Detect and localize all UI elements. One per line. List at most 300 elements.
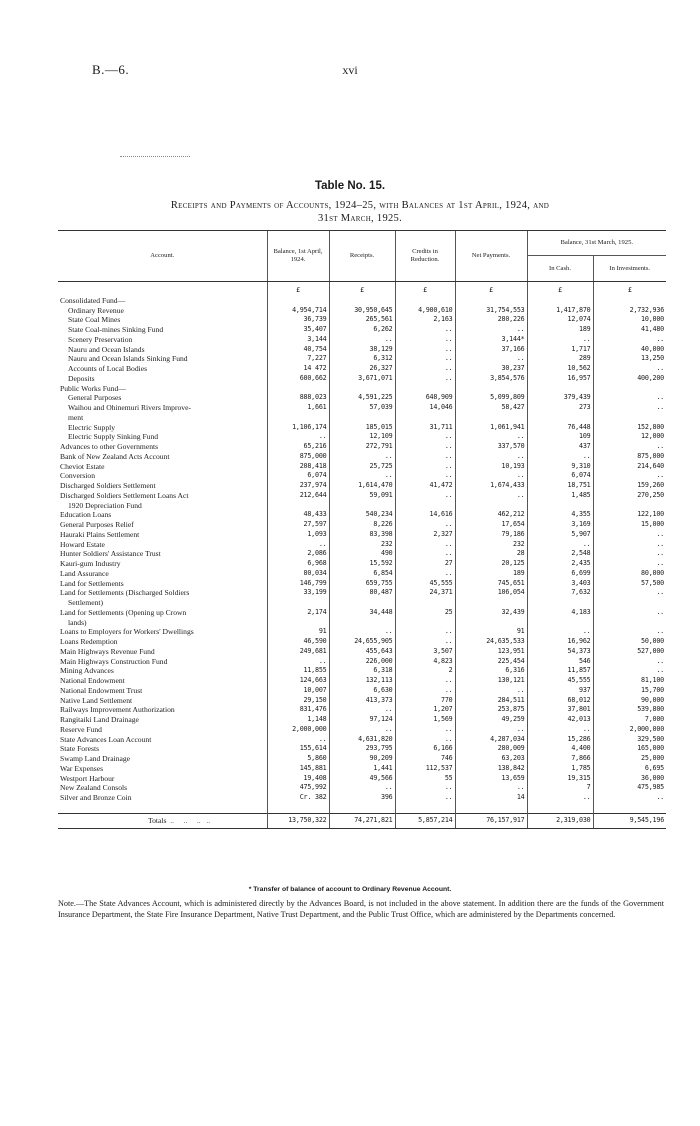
table-row: [58, 510, 666, 520]
unit-symbol: £: [395, 282, 455, 296]
cell-credits: 27: [395, 559, 455, 569]
cell-in-cash: 7,632: [527, 588, 593, 598]
totals-balance-april: 13,750,322: [267, 813, 329, 828]
cell-credits: 112,537: [395, 764, 455, 774]
table-row: [58, 491, 666, 501]
cell-credits: ..: [395, 491, 455, 501]
table-row: [58, 335, 666, 345]
cell-net-payments: [455, 296, 527, 306]
cell-balance-april: 155,614: [267, 744, 329, 754]
account-name: Conversion: [60, 471, 96, 481]
cell-net-payments: 138,842: [455, 764, 527, 774]
account-name: Deposits: [68, 373, 95, 383]
account-name: Accounts of Local Bodies: [68, 364, 148, 373]
account-name: Nauru and Ocean Islands Sinking Fund: [68, 354, 188, 364]
cell-balance-april: 146,799: [267, 579, 329, 589]
cell-in-investments: 15,000: [593, 520, 666, 530]
cell-net-payments: [455, 384, 527, 394]
account-name: General Purposes: [68, 393, 122, 403]
totals-in-investments: 9,545,196: [593, 813, 666, 828]
cell-receipts: 232: [329, 540, 395, 550]
cell-in-cash: 19,315: [527, 774, 593, 784]
table-row: [58, 764, 666, 774]
cell-in-investments: 81,100: [593, 676, 666, 686]
cell-in-cash: 3,403: [527, 579, 593, 589]
cell-credits: ..: [395, 325, 455, 335]
cell-in-investments: 80,000: [593, 569, 666, 579]
table-row: [58, 744, 666, 754]
cell-balance-april: 888,023: [267, 393, 329, 403]
account-name: Main Highways Construction Fund: [60, 656, 168, 666]
cell-in-cash: [527, 598, 593, 608]
totals-credits: 5,857,214: [395, 813, 455, 828]
cell-credits: 41,472: [395, 481, 455, 491]
cell-net-payments: 130,121: [455, 676, 527, 686]
table-row: [58, 296, 666, 306]
cell-in-investments: 25,000: [593, 754, 666, 764]
cell-credits: 2: [395, 666, 455, 676]
cell-in-investments: ..: [593, 627, 666, 637]
cell-in-investments: 12,000: [593, 432, 666, 442]
cell-receipts: 24,655,905: [329, 637, 395, 647]
cell-in-investments: 40,000: [593, 345, 666, 355]
table-row: [58, 520, 666, 530]
cell-in-cash: ..: [527, 627, 593, 637]
cell-receipts: 8,226: [329, 520, 395, 530]
cell-receipts: 26,327: [329, 364, 395, 374]
cell-net-payments: 17,654: [455, 520, 527, 530]
cell-balance-april: 46,590: [267, 637, 329, 647]
cell-credits: ..: [395, 374, 455, 384]
cell-balance-april: [267, 501, 329, 511]
cell-balance-april: 2,086: [267, 549, 329, 559]
cell-receipts: 4,591,225: [329, 393, 395, 403]
cell-balance-april: 27,597: [267, 520, 329, 530]
account-name: Howard Estate: [60, 539, 105, 549]
cell-in-cash: 11,857: [527, 666, 593, 676]
table-row: [58, 657, 666, 667]
unit-symbol: £: [455, 282, 527, 296]
table-row: [58, 783, 666, 793]
account-name: Land for Settlements (Discharged Soldiers: [60, 588, 190, 598]
cell-credits: ..: [395, 520, 455, 530]
cell-credits: ..: [395, 735, 455, 745]
table-row: [58, 598, 666, 608]
cell-balance-april: 831,476: [267, 705, 329, 715]
cell-balance-april: 249,681: [267, 647, 329, 657]
cell-net-payments: 32,439: [455, 608, 527, 618]
account-name: 1920 Depreciation Fund: [68, 500, 142, 510]
cell-in-investments: 41,480: [593, 325, 666, 335]
cell-net-payments: 1,674,433: [455, 481, 527, 491]
cell-in-cash: 2,548: [527, 549, 593, 559]
cell-credits: ..: [395, 471, 455, 481]
cell-net-payments: 232: [455, 540, 527, 550]
account-name: Railways Improvement Authorization: [60, 705, 175, 715]
cell-balance-april: ..: [267, 432, 329, 442]
cell-credits: [395, 618, 455, 628]
cell-receipts: [329, 598, 395, 608]
cell-net-payments: ..: [455, 452, 527, 462]
cell-net-payments: 79,186: [455, 530, 527, 540]
cell-credits: ..: [395, 793, 455, 803]
cell-in-cash: 10,562: [527, 364, 593, 374]
table-row: [58, 676, 666, 686]
cell-in-cash: 1,785: [527, 764, 593, 774]
cell-balance-april: 2,000,000: [267, 725, 329, 735]
header-credits: Credits in Reduction.: [395, 231, 455, 282]
cell-balance-april: 5,860: [267, 754, 329, 764]
cell-balance-april: 40,754: [267, 345, 329, 355]
cell-in-investments: [593, 296, 666, 306]
header-divider: [120, 156, 190, 157]
cell-in-investments: ..: [593, 471, 666, 481]
cell-in-investments: ..: [593, 540, 666, 550]
cell-receipts: 49,566: [329, 774, 395, 784]
cell-receipts: 272,791: [329, 442, 395, 452]
account-name: National Endowment Trust: [60, 685, 143, 695]
cell-in-investments: ..: [593, 549, 666, 559]
cell-in-cash: 109: [527, 432, 593, 442]
account-name: National Endowment: [60, 676, 125, 685]
cell-net-payments: 49,259: [455, 715, 527, 725]
cell-balance-april: 2,174: [267, 608, 329, 618]
cell-receipts: 226,000: [329, 657, 395, 667]
cell-net-payments: 13,659: [455, 774, 527, 784]
cell-balance-april: 6,968: [267, 559, 329, 569]
cell-credits: ..: [395, 335, 455, 345]
cell-in-cash: 379,439: [527, 393, 593, 403]
account-name: Hauraki Plains Settlement: [60, 529, 140, 539]
header-account: Account.: [58, 231, 267, 282]
cell-in-investments: ..: [593, 559, 666, 569]
cell-in-cash: 16,957: [527, 374, 593, 384]
cell-in-investments: 10,000: [593, 315, 666, 325]
cell-in-cash: 12,074: [527, 315, 593, 325]
table-row: [58, 793, 666, 803]
cell-in-cash: 3,169: [527, 520, 593, 530]
account-name: Cheviot Estate: [60, 461, 105, 471]
cell-in-cash: 15,286: [527, 735, 593, 745]
cell-in-investments: [593, 384, 666, 394]
cell-balance-april: ..: [267, 540, 329, 550]
cell-receipts: [329, 413, 395, 423]
table-row: [58, 618, 666, 628]
cell-receipts: 1,441: [329, 764, 395, 774]
cell-in-cash: ..: [527, 452, 593, 462]
table-row: [58, 354, 666, 364]
cell-balance-april: 1,106,174: [267, 423, 329, 433]
cell-in-investments: ..: [593, 793, 666, 803]
account-name: Land for Settlements: [60, 578, 124, 588]
cell-net-payments: 20,125: [455, 559, 527, 569]
cell-credits: ..: [395, 364, 455, 374]
account-name: Electric Supply Sinking Fund: [68, 432, 159, 442]
cell-in-investments: 36,000: [593, 774, 666, 784]
cell-credits: 2,163: [395, 315, 455, 325]
cell-receipts: 293,795: [329, 744, 395, 754]
cell-in-investments: 7,000: [593, 715, 666, 725]
account-name: State Coal Mines: [68, 315, 121, 325]
cell-balance-april: 14 472: [267, 364, 329, 374]
cell-credits: [395, 384, 455, 394]
cell-in-cash: 68,012: [527, 696, 593, 706]
cell-receipts: 490: [329, 549, 395, 559]
cell-receipts: 6,630: [329, 686, 395, 696]
cell-receipts: [329, 501, 395, 511]
cell-net-payments: 253,875: [455, 705, 527, 715]
cell-in-cash: 2,435: [527, 559, 593, 569]
cell-in-cash: 54,373: [527, 647, 593, 657]
cell-in-cash: 9,310: [527, 462, 593, 472]
cell-balance-april: 48,433: [267, 510, 329, 520]
cell-credits: ..: [395, 354, 455, 364]
cell-balance-april: 65,216: [267, 442, 329, 452]
cell-credits: 1,569: [395, 715, 455, 725]
cell-in-investments: [593, 598, 666, 608]
cell-receipts: 413,373: [329, 696, 395, 706]
cell-receipts: ..: [329, 783, 395, 793]
cell-net-payments: 462,212: [455, 510, 527, 520]
cell-credits: 25: [395, 608, 455, 618]
header-in-cash: In Cash.: [527, 256, 593, 282]
cell-balance-april: 4,954,714: [267, 306, 329, 316]
cell-in-investments: 6,695: [593, 764, 666, 774]
table-row: [58, 647, 666, 657]
cell-net-payments: 58,427: [455, 403, 527, 413]
cell-receipts: 83,398: [329, 530, 395, 540]
cell-in-investments: 400,200: [593, 374, 666, 384]
cell-credits: 770: [395, 696, 455, 706]
cell-credits: 24,371: [395, 588, 455, 598]
table-body: [58, 282, 666, 803]
account-name: lands): [68, 617, 87, 627]
table-row: [58, 540, 666, 550]
cell-receipts: 30,950,645: [329, 306, 395, 316]
table-row: [58, 364, 666, 374]
cell-receipts: 396: [329, 793, 395, 803]
table-row: [58, 481, 666, 491]
account-name: Loans Redemption: [60, 637, 118, 646]
cell-balance-april: 208,418: [267, 462, 329, 472]
cell-credits: [395, 501, 455, 511]
account-name: Land for Settlements (Opening up Crown: [60, 607, 187, 617]
account-name: Rangitaiki Land Drainage: [60, 715, 139, 724]
cell-in-cash: [527, 501, 593, 511]
cell-balance-april: 35,407: [267, 325, 329, 335]
cell-receipts: ..: [329, 471, 395, 481]
cell-in-cash: [527, 413, 593, 423]
cell-in-cash: 42,013: [527, 715, 593, 725]
cell-net-payments: 63,203: [455, 754, 527, 764]
table-title: Table No. 15.: [314, 180, 386, 192]
table-row: [58, 471, 666, 481]
cell-net-payments: 4,287,034: [455, 735, 527, 745]
cell-net-payments: 31,754,553: [455, 306, 527, 316]
cell-net-payments: 189: [455, 569, 527, 579]
cell-receipts: 57,039: [329, 403, 395, 413]
unit-symbol: £: [267, 282, 329, 296]
cell-net-payments: 30,237: [455, 364, 527, 374]
cell-credits: ..: [395, 686, 455, 696]
table-row: [58, 696, 666, 706]
table-row: [58, 462, 666, 472]
cell-receipts: 4,631,820: [329, 735, 395, 745]
subtitle-line-1: Receipts and Payments of Accounts, 1924–25, with Balances at 1st April, 1924, and: [170, 200, 550, 211]
account-name: Swamp Land Drainage: [60, 754, 131, 763]
table-row: [58, 627, 666, 637]
account-name: Education Loans: [60, 510, 112, 520]
cell-in-investments: [593, 501, 666, 511]
cell-net-payments: [455, 413, 527, 423]
cell-credits: ..: [395, 345, 455, 355]
cell-net-payments: 91: [455, 627, 527, 637]
cell-net-payments: 5,099,809: [455, 393, 527, 403]
cell-balance-april: [267, 384, 329, 394]
table-row: [58, 569, 666, 579]
cell-balance-april: 875,000: [267, 452, 329, 462]
cell-receipts: [329, 618, 395, 628]
table-row: [58, 549, 666, 559]
cell-balance-april: 1,148: [267, 715, 329, 725]
unit-row: [58, 282, 666, 296]
cell-in-investments: 90,000: [593, 696, 666, 706]
cell-balance-april: 237,974: [267, 481, 329, 491]
account-name: Discharged Soldiers Settlement Loans Act: [60, 490, 189, 500]
cell-receipts: 59,091: [329, 491, 395, 501]
account-name: Kauri-gum Industry: [60, 559, 121, 568]
cell-balance-april: 1,661: [267, 403, 329, 413]
table-row: [58, 559, 666, 569]
cell-balance-april: 145,881: [267, 764, 329, 774]
cell-credits: ..: [395, 569, 455, 579]
table-row: [58, 452, 666, 462]
totals-in-cash: 2,319,030: [527, 813, 593, 828]
cell-receipts: 25,725: [329, 462, 395, 472]
cell-in-investments: ..: [593, 364, 666, 374]
cell-in-cash: 76,448: [527, 423, 593, 433]
cell-in-cash: 4,183: [527, 608, 593, 618]
cell-net-payments: 6,316: [455, 666, 527, 676]
cell-receipts: [329, 384, 395, 394]
cell-in-cash: ..: [527, 335, 593, 345]
account-name: Bank of New Zealand Acts Account: [60, 451, 170, 461]
account-name: Consolidated Fund—: [60, 295, 126, 305]
cell-credits: 4,823: [395, 657, 455, 667]
cell-balance-april: 6,074: [267, 471, 329, 481]
cell-in-cash: [527, 618, 593, 628]
account-name: Scenery Preservation: [68, 334, 133, 344]
table-row: [58, 345, 666, 355]
cell-in-cash: 289: [527, 354, 593, 364]
cell-credits: 3,507: [395, 647, 455, 657]
cell-credits: 14,616: [395, 510, 455, 520]
cell-net-payments: 37,166: [455, 345, 527, 355]
cell-in-cash: 37,801: [527, 705, 593, 715]
page-number: xvi: [342, 63, 358, 77]
account-name: Westport Harbour: [60, 773, 115, 783]
cell-receipts: 3,671,071: [329, 374, 395, 384]
account-name: Advances to other Governments: [60, 442, 159, 451]
totals-net-payments: 76,157,917: [455, 813, 527, 828]
cell-in-investments: [593, 413, 666, 423]
cell-balance-april: [267, 618, 329, 628]
cell-balance-april: 80,034: [267, 569, 329, 579]
cell-credits: 6,166: [395, 744, 455, 754]
cell-receipts: 6,312: [329, 354, 395, 364]
table-row: [58, 374, 666, 384]
account-name: Hunter Soldiers' Assistance Trust: [60, 549, 161, 559]
cell-in-investments: 539,800: [593, 705, 666, 715]
table-row: [58, 735, 666, 745]
note-paragraph: Note.—The State Advances Account, which is administered directly by the Advances Board, is not included in the above statement. In addition there are the funds of the Government Insurance Department, the State Fire Insurance Department, Native Trust Department, and the Public Trust Office, which are administered by the Departments concerned.: [58, 899, 664, 919]
cell-receipts: 12,109: [329, 432, 395, 442]
subtitle-line-2: 31st March, 1925.: [317, 213, 403, 224]
cell-receipts: 185,015: [329, 423, 395, 433]
header-receipts: Receipts.: [329, 231, 395, 282]
cell-in-cash: 1,485: [527, 491, 593, 501]
account-name: Reserve Fund: [60, 724, 102, 734]
cell-balance-april: 124,663: [267, 676, 329, 686]
totals-row: Totals .. .. .. .. 13,750,322 74,271,821 5,857,214 76,157,917 2,319,030 9,545,196: [58, 813, 666, 828]
account-name: General Purposes Relief: [60, 520, 134, 529]
cell-credits: 31,711: [395, 423, 455, 433]
cell-in-cash: 16,962: [527, 637, 593, 647]
cell-in-cash: 4,400: [527, 744, 593, 754]
table-row: [58, 393, 666, 403]
table-row: [58, 325, 666, 335]
table-row: [58, 637, 666, 647]
unit-symbol: £: [527, 282, 593, 296]
account-name: Mining Advances: [60, 666, 114, 676]
cell-net-payments: 14: [455, 793, 527, 803]
cell-receipts: 6,262: [329, 325, 395, 335]
table-row: [58, 423, 666, 433]
cell-in-investments: 329,500: [593, 735, 666, 745]
cell-receipts: [329, 296, 395, 306]
table-row: [58, 432, 666, 442]
cell-in-cash: ..: [527, 540, 593, 550]
header-balance-march: Balance, 31st March, 1925.: [527, 231, 666, 256]
cell-in-investments: 2,000,000: [593, 725, 666, 735]
cell-in-cash: 6,074: [527, 471, 593, 481]
unit-symbol: £: [593, 282, 666, 296]
cell-balance-april: 11,855: [267, 666, 329, 676]
cell-net-payments: 123,951: [455, 647, 527, 657]
cell-balance-april: 91: [267, 627, 329, 637]
cell-in-investments: ..: [593, 588, 666, 598]
cell-in-investments: ..: [593, 335, 666, 345]
account-name: Electric Supply: [68, 422, 116, 432]
cell-in-cash: [527, 384, 593, 394]
cell-in-investments: 15,700: [593, 686, 666, 696]
cell-net-payments: 284,511: [455, 696, 527, 706]
table-row: [58, 715, 666, 725]
cell-balance-april: 1,093: [267, 530, 329, 540]
account-name: State Forests: [60, 744, 100, 754]
cell-in-investments: 159,260: [593, 481, 666, 491]
cell-receipts: ..: [329, 725, 395, 735]
cell-in-cash: 437: [527, 442, 593, 452]
cell-net-payments: 3,144*: [455, 335, 527, 345]
cell-in-cash: 18,751: [527, 481, 593, 491]
cell-credits: ..: [395, 627, 455, 637]
cell-net-payments: ..: [455, 686, 527, 696]
page-header-left: B.—6.: [92, 62, 130, 77]
cell-credits: ..: [395, 637, 455, 647]
cell-net-payments: ..: [455, 491, 527, 501]
account-name: Land Assurance: [60, 568, 109, 578]
